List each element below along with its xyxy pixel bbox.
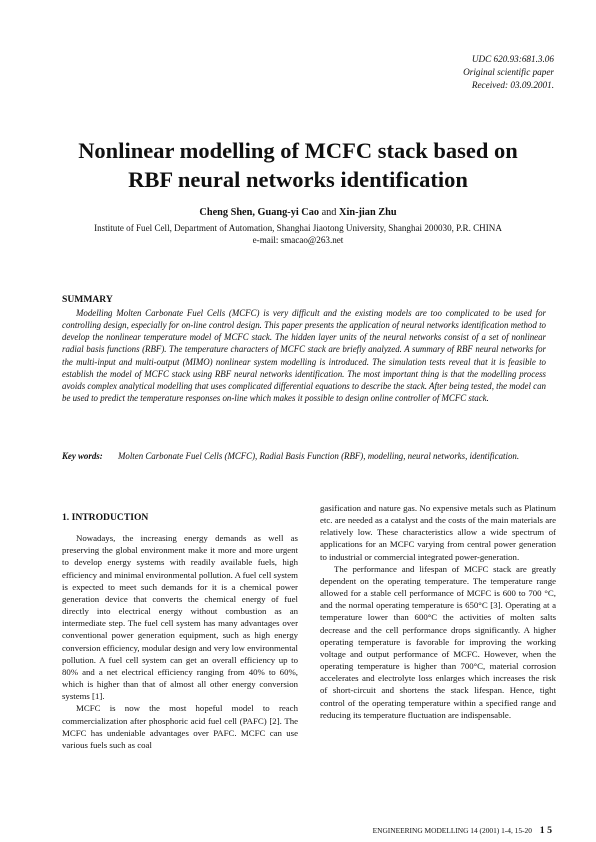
- affiliation: [40, 222, 556, 246]
- summary-heading: SUMMARY: [62, 294, 113, 305]
- institute: Institute of Fuel Cell, Department of Automation, Shanghai Jiaotong University, Shanghai 200030, P.R. CHINA: [94, 223, 502, 233]
- title-line-1: Nonlinear modelling of MCFC stack based on: [78, 138, 518, 163]
- column-left: [62, 512, 298, 751]
- author-names: Cheng Shen, Guang-yi Cao: [199, 207, 320, 218]
- author-conjunction: and: [321, 207, 337, 218]
- keywords: [62, 450, 546, 462]
- title-line-2: RBF neural networks identification: [128, 167, 468, 192]
- keywords-label: Key words:: [62, 451, 103, 461]
- page-footer: [373, 825, 552, 836]
- author-last: Xin-jian Zhu: [339, 207, 397, 218]
- paper-title: [40, 136, 556, 194]
- page-number: 1 5: [539, 825, 552, 836]
- article-metadata: [463, 53, 554, 93]
- intro-paragraph-3: gasification and nature gas. No expensive metals such as Platinum etc. are needed as a catalyst and the costs of the main materials are relatively low. These characteristics allow a wide spectrum of applications for an MCFC varying from central power generation to industrial or commercial integrated power-generation.: [320, 503, 556, 562]
- column-right: [320, 502, 556, 721]
- intro-paragraph-4: The performance and lifespan of MCFC stack are greatly dependent on the operating temperature. The temperature range allowed for a stable cell performance of MCFC is 600 to 700 °C, and the normal operating temperature is 650°C [3]. Operating at a temperature lower than 600°C the activities of molten salts decrease and the cell performance drops significantly. A higher operating temperature is favorable for improving the working voltage and output performance of MCFC. However, when the operating temperature is higher than 700°C, material corrosion accelerates and electrolyte loss enlarges which increases the risk of short-circuit and shortens the stack lifespan. Hence, tight control of the operating temperature within a specified range and reducing its temperature fluctuation are indispensable.: [320, 563, 556, 720]
- udc-code: UDC 620.93:681.3.06: [471, 54, 554, 64]
- journal-reference: ENGINEERING MODELLING 14 (2001) 1-4, 15-20: [372, 826, 532, 835]
- intro-paragraph-1: Nowadays, the increasing energy demands as well as preserving the global environment make it more and more urgent to develop energy systems with readily available fuels, high efficiency and minimal environmental pollution. A fuel cell system is expected to meet such demands for it is a chemical power generation device that converts the chemical energy of fuel directly into electrical energy without combustion as an intermediate step. The fuel cell system has many advantages over conventional power generation equipment, such as high energy conversion efficiency, modular design and very low environmental pollution. A fuel cell system can get an overall efficiency up to 80% and a net electrical efficiency ranging from 40% to 60%, which is higher than that of almost all other energy conversion systems [1].: [62, 533, 298, 702]
- paper-type: Original scientific paper: [463, 67, 554, 78]
- summary-text: Modelling Molten Carbonate Fuel Cells (MCFC) is very difficult and the existing models are too complicated to be used for controlling design, especially for on-line control design. This paper presents the application of neural networks identification method to develop the nonlinear temperature model of MCFC stack. The hidden layer units of the neural networks consist of a set of nonlinear radial basis functions (RBF). The temperature characters of MCFC stack are briefly analyzed. A summary of RBF neural networks for the multi-input and multi-output (MIMO) nonlinear system modelling is introduced. The simulation tests reveal that it is feasible to establish the model of MCFC stack using RBF neural networks identification. The most important thing is that the modelling process avoids complex analytical modelling that uses complicated differential equations to describe the stack. After being tested, the model can be used to predict the temperature responses on-line which makes it possible to design online controller of MCFC stack.: [62, 308, 546, 404]
- email-address: e-mail: smacao@263.net: [252, 235, 344, 245]
- section-heading: 1. INTRODUCTION: [62, 512, 149, 523]
- author-list: [40, 207, 556, 218]
- intro-paragraph-2: MCFC is now the most hopeful model to reach commercialization after phosphoric acid fuel cell (PAFC) [2]. The MCFC has undeniable advantages over PAFC. MCFC can use various fuels such as coal: [62, 703, 298, 750]
- keywords-text: Molten Carbonate Fuel Cells (MCFC), Radial Basis Function (RBF), modelling, neural networks, identification.: [118, 451, 520, 461]
- received-date: Received: 03.09.2001.: [471, 80, 554, 91]
